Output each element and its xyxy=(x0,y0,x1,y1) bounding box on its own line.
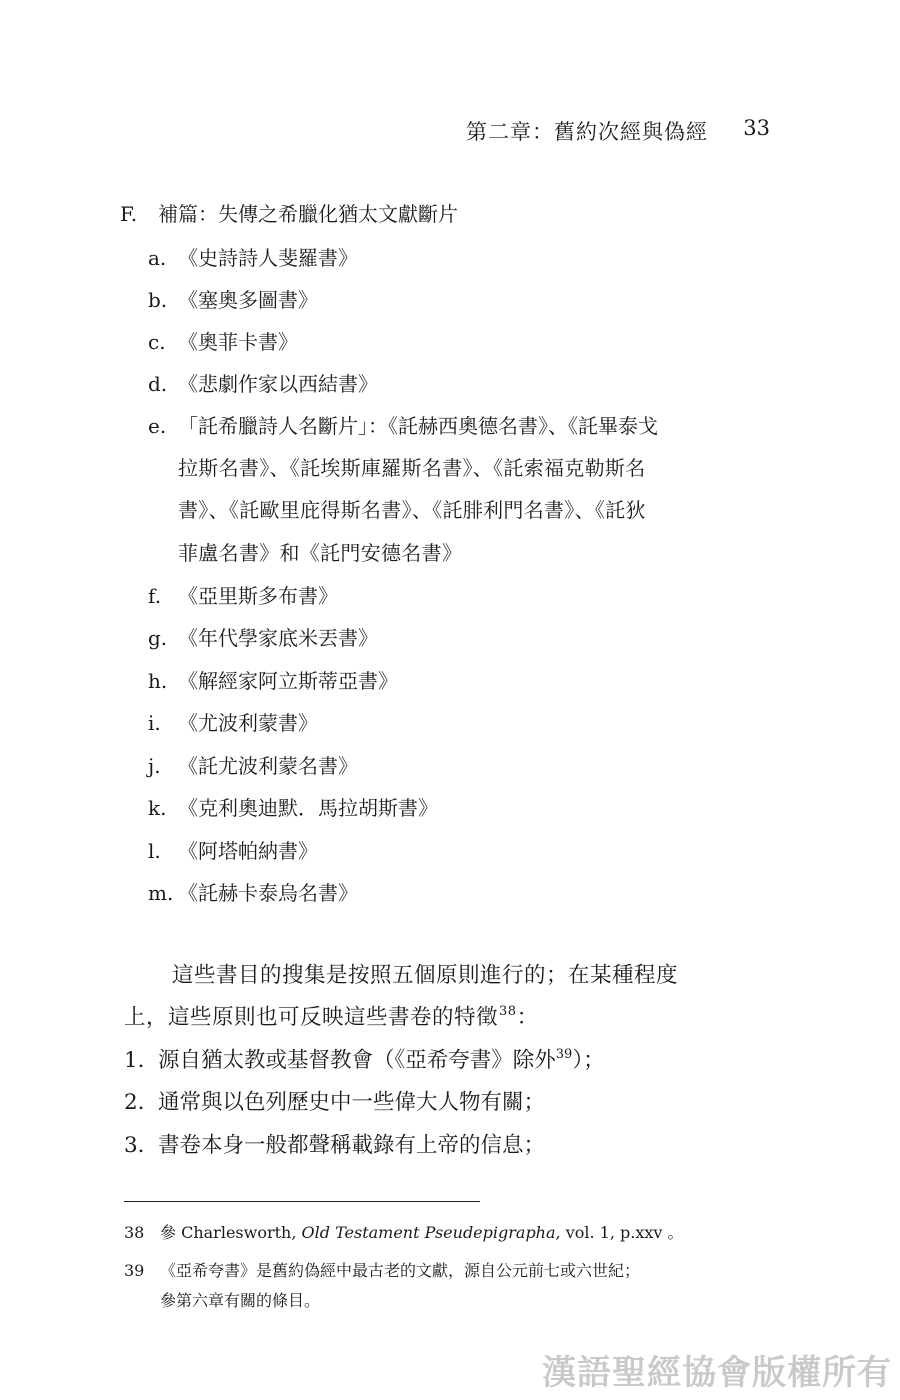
running-header xyxy=(0,116,770,146)
list-item: j. 《託尤波利蒙名書》 xyxy=(148,754,358,778)
list-item: k. 《克利奧迪默．馬拉胡斯書》 xyxy=(148,796,438,820)
section-letter: F. xyxy=(120,202,138,226)
list-item: l. 《阿塔帕納書》 xyxy=(148,839,318,863)
page-number: 33 xyxy=(743,116,770,140)
list-item: f. 《亞里斯多布書》 xyxy=(148,584,338,608)
list-item: e. 「託希臘詩人名斷片」：《託赫西奧德名書》、《託畢泰戈 xyxy=(148,414,658,438)
list-item: a. 《史詩詩人斐羅書》 xyxy=(148,246,358,270)
section-heading xyxy=(120,198,458,227)
section-title: 補篇：失傳之希臘化猶太文獻斷片 xyxy=(158,202,458,226)
footnote-39: 39 《亞希夸書》是舊約偽經中最古老的文獻，源自公元前七或六世紀； xyxy=(124,1261,641,1280)
list-item-continuation: 拉斯名書》、《託埃斯庫羅斯名書》、《託索福克勒斯名 xyxy=(178,456,646,480)
footnote-divider xyxy=(124,1201,480,1202)
principle-item: 2. 通常與以色列歷史中一些偉大人物有關； xyxy=(124,1090,546,1115)
copyright-watermark: 漢語聖經協會版權所有 xyxy=(542,1353,892,1393)
list-item: g. 《年代學家底米丟書》 xyxy=(148,626,378,650)
footnote-39-continuation: 參第六章有關的條目。 xyxy=(160,1291,321,1310)
list-item-continuation: 菲盧名書》和《託門安德名書》 xyxy=(178,541,463,565)
footnote-ref: 38 xyxy=(499,1004,517,1019)
list-item: d. 《悲劇作家以西結書》 xyxy=(148,372,378,396)
footnote-38: 38 參 Charlesworth, Old Testament Pseudepigrapha, vol. 1, p.xxv 。 xyxy=(124,1223,684,1242)
list-item: b. 《塞奧多圖書》 xyxy=(148,288,318,312)
principle-item: 1. 源自猶太教或基督教會（《亞希夸書》除外$^{39}$）； xyxy=(124,1047,605,1073)
principle-item: 3. 書卷本身一般都聲稱載錄有上帝的信息； xyxy=(124,1133,546,1158)
body-paragraph-line: 這些書目的搜集是按照五個原則進行的；在某種程度 xyxy=(172,963,679,988)
body-paragraph-line: 上，這些原則也可反映這些書卷的特徵$^{38}$： xyxy=(124,1004,539,1030)
chapter-title: 第二章：舊約次經與偽經 xyxy=(466,120,708,144)
footnote-ref: 39 xyxy=(555,1047,573,1062)
list-item: h. 《解經家阿立斯蒂亞書》 xyxy=(148,669,398,693)
list-item: c. 《奧菲卡書》 xyxy=(148,330,298,354)
list-item: i. 《尤波利蒙書》 xyxy=(148,711,318,735)
list-item-continuation: 書》、《託歐里庇得斯名書》、《託腓利門名書》、《託狄 xyxy=(178,498,646,522)
list-item: m. 《託赫卡泰烏名書》 xyxy=(148,881,358,905)
